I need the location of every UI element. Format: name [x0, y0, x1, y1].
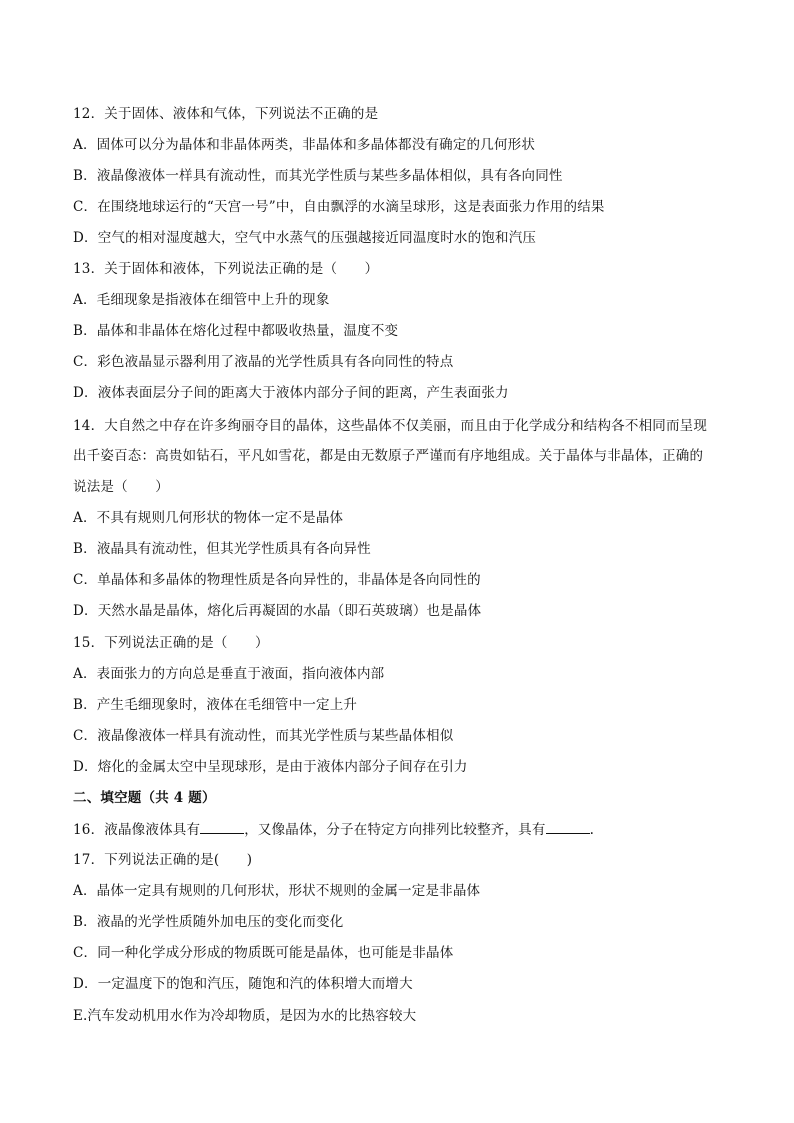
question-17-option-b: B．液晶的光学性质随外加电压的变化而变化	[73, 914, 344, 930]
question-14-option-c: C．单晶体和多晶体的物理性质是各向异性的，非晶体是各向同性的	[73, 572, 481, 588]
question-15-option-a: A．表面张力的方向总是垂直于液面，指向液体内部	[73, 666, 385, 682]
question-14-option-a: A．不具有规则几何形状的物体一定不是晶体	[73, 510, 344, 526]
question-17-option-a: A．晶体一定具有规则的几何形状，形状不规则的金属一定是非晶体	[73, 883, 481, 899]
question-13-option-b: B．晶体和非晶体在熔化过程中都吸收热量，温度不变	[73, 323, 399, 339]
question-13-option-d: D．液体表面层分子间的距离大于液体内部分子间的距离，产生表面张力	[73, 385, 509, 401]
question-12-option-b: B．液晶像液体一样具有流动性，而其光学性质与某些多晶体相似，具有各向同性	[73, 168, 563, 184]
question-16-part-3: .	[589, 822, 595, 838]
question-12-option-c: C．在围绕地球运行的“天宫一号”中，自由飘浮的水滴呈球形，这是表面张力作用的结果	[73, 199, 605, 215]
question-13-option-c: C．彩色液晶显示器利用了液晶的光学性质具有各向同性的特点	[73, 354, 454, 370]
question-14-stem-line-1: 14．大自然之中存在许多绚丽夺目的晶体，这些晶体不仅美丽，而且由于化学成分和结构各不相同而呈现	[73, 418, 708, 434]
answer-blank-1[interactable]	[200, 819, 244, 834]
question-12-option-d: D．空气的相对湿度越大，空气中水蒸气的压强越接近同温度时水的饱和汽压	[73, 230, 537, 246]
question-14-stem-line-2: 出千姿百态：高贵如钻石，平凡如雪花，都是由无数原子严谨而有序地组成。关于晶体与非晶体，正确的	[73, 448, 704, 464]
question-14-option-b: B．液晶具有流动性，但其光学性质具有各向异性	[73, 541, 371, 557]
question-16-part-2: ，又像晶体，分子在特定方向排列比较整齐，具有	[244, 822, 546, 838]
question-17-option-d: D．一定温度下的饱和汽压，随饱和汽的体积增大而增大	[73, 976, 413, 992]
section-title-fill-in: 二、填空题（共 4 题）	[73, 790, 216, 806]
question-13-option-a: A．毛细现象是指液体在细管中上升的现象	[73, 292, 330, 308]
question-15-stem: 15．下列说法正确的是（ ）	[73, 635, 269, 651]
answer-blank-2[interactable]	[546, 819, 590, 834]
question-12-option-a: A．固体可以分为晶体和非晶体两类，非晶体和多晶体都没有确定的几何形状	[73, 137, 536, 153]
question-16-part-1: 16．液晶像液体具有	[73, 822, 201, 838]
question-15-option-d: D．熔化的金属太空中呈现球形，是由于液体内部分子间存在引力	[73, 759, 468, 775]
question-15-option-b: B．产生毛细现象时，液体在毛细管中一定上升	[73, 697, 358, 713]
question-17-option-c: C．同一种化学成分形成的物质既可能是晶体，也可能是非晶体	[73, 945, 454, 961]
question-16	[73, 819, 754, 840]
question-17-option-e: E.汽车发动机用水作为冷却物质，是因为水的比热容较大	[73, 1008, 417, 1024]
question-12-stem: 12．关于固体、液体和气体，下列说法不正确的是	[73, 106, 379, 122]
question-14-option-d: D．天然水晶是晶体，熔化后再凝固的水晶（即石英玻璃）也是晶体	[73, 603, 482, 619]
question-14-stem-line-3: 说法是（ ）	[73, 479, 169, 495]
question-13-stem: 13．关于固体和液体，下列说法正确的是（ ）	[73, 261, 379, 277]
question-15-option-c: C．液晶像液体一样具有流动性，而其光学性质与某些晶体相似	[73, 728, 454, 744]
question-17-stem: 17．下列说法正确的是( )	[73, 852, 253, 868]
